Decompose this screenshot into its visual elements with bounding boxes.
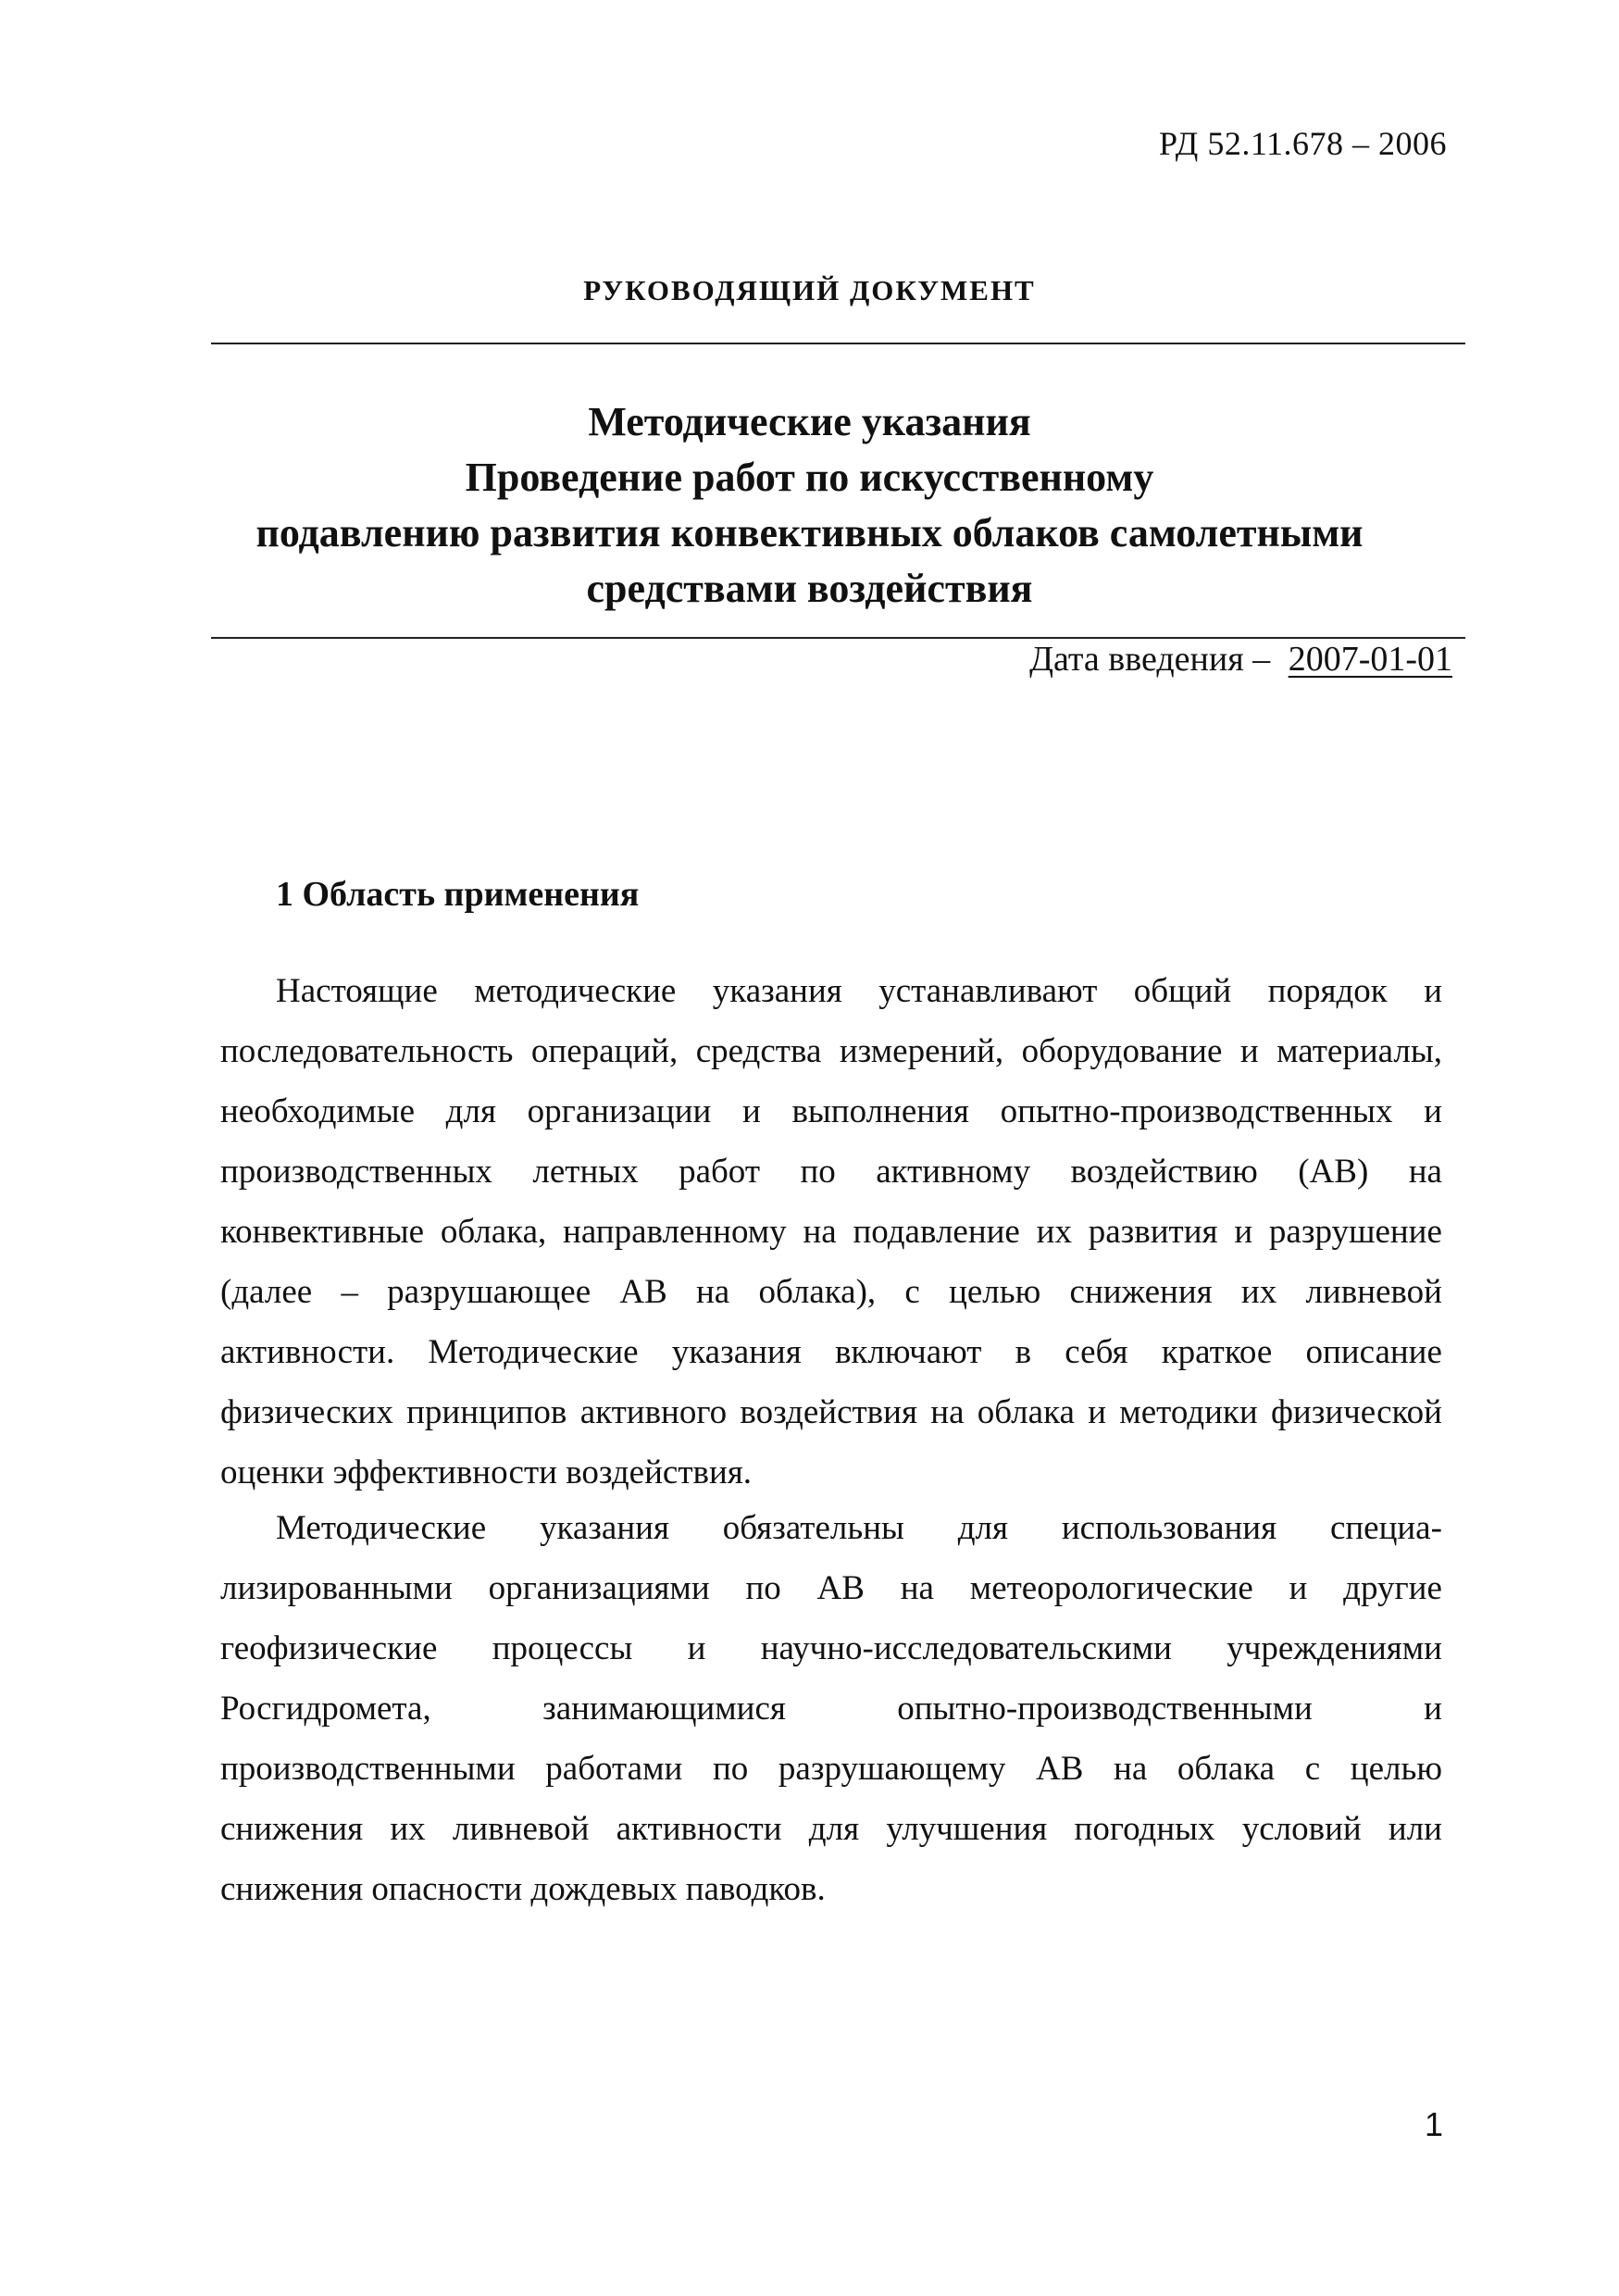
page-number: 1 xyxy=(1424,2105,1443,2143)
paragraph-line: активности. Методические указания включают в себя краткое описание xyxy=(220,1333,1442,1371)
section-heading: 1 Область применения xyxy=(276,875,640,914)
paragraph-scope xyxy=(220,961,1442,1503)
introduction-date xyxy=(1029,639,1452,680)
paragraph-line: геофизические процессы и научно-исследовательскими учреждениями xyxy=(220,1629,1442,1667)
paragraph-line: производственными работами по разрушающему АВ на облака с целью xyxy=(220,1750,1442,1788)
title-line: Методические указания xyxy=(588,399,1031,444)
document-type-heading: РУКОВОДЯЩИЙ ДОКУМЕНТ xyxy=(583,274,1036,306)
title-line: подавлению развития конвективных облаков самолетными xyxy=(255,510,1364,555)
paragraph-line: Методические указания обязательны для использования специа- xyxy=(276,1509,1442,1547)
paragraph-line: последовательность операций, средства измерений, оборудование и материалы, xyxy=(220,1032,1442,1070)
paragraph-line: Настоящие методические указания устанавливают общий порядок и xyxy=(276,972,1442,1010)
paragraph-line: (далее – разрушающее АВ на облака), с целью снижения их ливневой xyxy=(220,1273,1442,1311)
title-line: Проведение работ по искусственному xyxy=(465,455,1154,500)
paragraph-obligation xyxy=(220,1498,1442,1919)
introduction-date-value: 2007-01-01 xyxy=(1288,640,1452,679)
paragraph-line: производственных летных работ по активному воздействию (АВ) на xyxy=(220,1153,1442,1191)
introduction-date-label: Дата введения – xyxy=(1029,640,1271,679)
paragraph-line: снижения их ливневой активности для улучшения погодных условий или xyxy=(220,1810,1442,1848)
paragraph-line: Росгидромета, занимающимися опытно-производственными и xyxy=(220,1690,1442,1728)
paragraph-line: снижения опасности дождевых паводков. xyxy=(220,1870,826,1908)
paragraph-line: физических принципов активного воздействия на облака и методики физической xyxy=(220,1393,1442,1431)
paragraph-line: необходимые для организации и выполнения опытно-производственных и xyxy=(220,1092,1442,1130)
paragraph-line: оценки эффективности воздействия. xyxy=(220,1454,753,1491)
title-line: средствами воздействия xyxy=(586,566,1033,611)
title-top-rule xyxy=(211,343,1465,344)
document-title xyxy=(0,394,1619,617)
paragraph-line: конвективные облака, направленному на подавление их развития и разрушение xyxy=(220,1213,1442,1251)
document-code: РД 52.11.678 – 2006 xyxy=(1158,125,1447,162)
paragraph-line: лизированными организациями по АВ на метеорологические и другие xyxy=(220,1569,1442,1607)
